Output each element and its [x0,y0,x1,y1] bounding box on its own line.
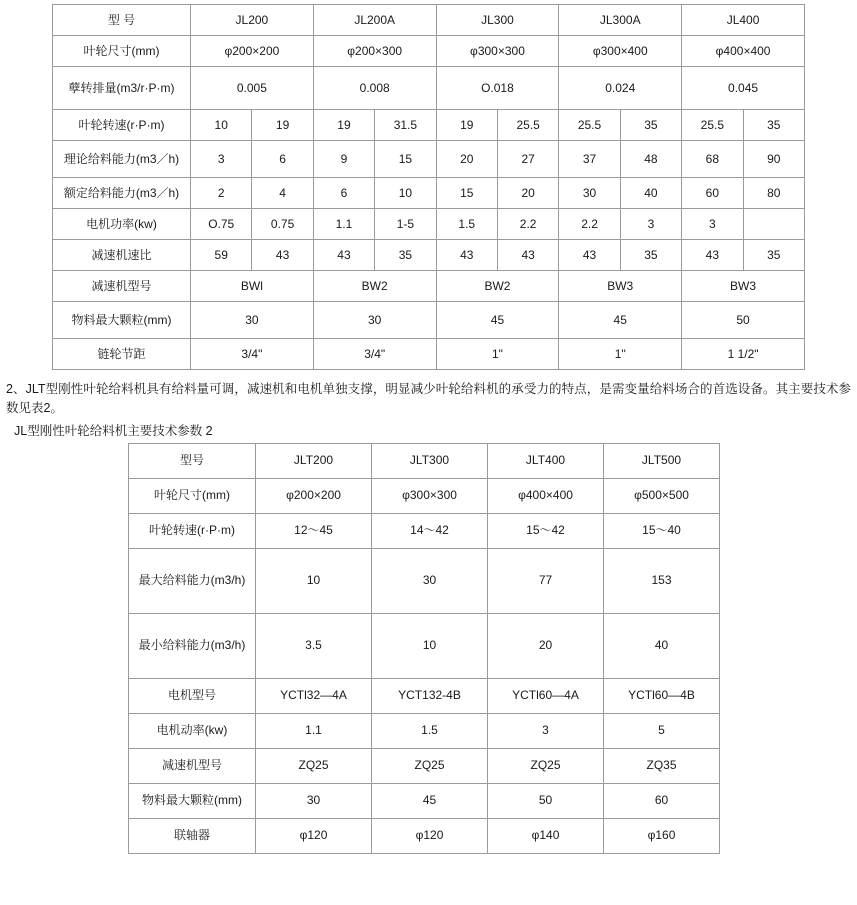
table-cell: 6 [252,141,313,178]
table-cell: 1.5 [436,209,497,240]
table-row [53,141,805,178]
table-cell: 1-5 [375,209,436,240]
table-cell: 10 [375,178,436,209]
table-row [129,613,720,678]
table-row [53,271,805,302]
table-cell: JLT500 [604,443,720,478]
table-row [53,36,805,67]
table-cell: φ300×300 [436,36,559,67]
table-cell: JL300A [559,5,682,36]
table-cell: 27 [497,141,558,178]
table-row [53,5,805,36]
row-label: 叶轮尺寸(mm) [53,36,191,67]
table-cell: ZQ25 [488,748,604,783]
table-row [53,302,805,339]
table-cell: 59 [191,240,252,271]
body-paragraph: 2、JLT型刚性叶轮给料机具有给料量可调，减速机和电机单独支撑，明显减少叶轮给料机的承受力的特点，是需变量给料场合的首选设备。其主要技术参数见表2。 [6,382,851,416]
table-cell: 5 [604,713,720,748]
table-cell: 25.5 [559,110,620,141]
document-page [0,4,857,854]
row-label: 链轮节距 [53,339,191,370]
table-cell: 3 [682,209,743,240]
table-cell: 25.5 [497,110,558,141]
table-row [53,67,805,110]
row-label: 孽转排量(m3/r·P·m) [53,67,191,110]
spec-table-2 [128,443,720,854]
table-cell: 0.75 [252,209,313,240]
table-cell: 15～40 [604,513,720,548]
table-cell: 60 [604,783,720,818]
table-row [53,110,805,141]
table-cell: BW2 [313,271,436,302]
table-row [129,478,720,513]
table-cell: 0.045 [682,67,805,110]
table-cell: 43 [313,240,374,271]
table-cell: 30 [256,783,372,818]
row-label: 减速机型号 [53,271,191,302]
row-label: 额定给料能力(m3／h) [53,178,191,209]
table-cell: φ140 [488,818,604,853]
table-cell: JL200A [313,5,436,36]
table-cell: 35 [743,110,804,141]
row-label: 减速机速比 [53,240,191,271]
row-label: 型 号 [53,5,191,36]
table-cell: 35 [743,240,804,271]
table-cell: YCTl32—4A [256,678,372,713]
spec-table-1 [52,4,805,370]
table-cell: 20 [488,613,604,678]
table-cell: JL400 [682,5,805,36]
row-label: 最小给料能力(m3/h) [129,613,256,678]
table-cell: YCT132-4B [372,678,488,713]
table-row [129,513,720,548]
table-cell: 10 [372,613,488,678]
table-cell: φ200×200 [191,36,314,67]
row-label: 电机动率(kw) [129,713,256,748]
table-cell: 1" [436,339,559,370]
table-cell: φ160 [604,818,720,853]
table-cell: 30 [372,548,488,613]
table-cell: 0.024 [559,67,682,110]
row-label: 减速机型号 [129,748,256,783]
table-cell: 50 [488,783,604,818]
spec-table-2-body [129,443,720,853]
table-cell: 43 [682,240,743,271]
table-cell: JL300 [436,5,559,36]
table-cell: 40 [604,613,720,678]
row-label: 理论给料能力(m3／h) [53,141,191,178]
table-cell: 68 [682,141,743,178]
table-cell: 3/4" [313,339,436,370]
table-cell: ZQ35 [604,748,720,783]
table-cell: 43 [436,240,497,271]
table-cell: 0.008 [313,67,436,110]
table-cell: YCTl60—4A [488,678,604,713]
table-cell: 3.5 [256,613,372,678]
table-cell: 1" [559,339,682,370]
row-label: 电机型号 [129,678,256,713]
table-cell: ZQ25 [372,748,488,783]
table-cell: 15 [436,178,497,209]
table-cell: 43 [559,240,620,271]
table-cell: 2.2 [559,209,620,240]
row-label: 电机功率(kw) [53,209,191,240]
table-cell: 14～42 [372,513,488,548]
table-cell: 0.005 [191,67,314,110]
table-cell: BW3 [682,271,805,302]
table-cell: 1.1 [313,209,374,240]
row-label: 物料最大颗粒(mm) [53,302,191,339]
table-cell: 30 [313,302,436,339]
table-cell: 1.1 [256,713,372,748]
table-cell: 15 [375,141,436,178]
table-cell: 45 [372,783,488,818]
table-cell: 35 [375,240,436,271]
table-cell: BWl [191,271,314,302]
table-cell: 90 [743,141,804,178]
table-cell: φ300×400 [559,36,682,67]
table-row [53,339,805,370]
table-cell: φ400×400 [682,36,805,67]
table-row [129,443,720,478]
table-row [129,748,720,783]
table-cell: φ500×500 [604,478,720,513]
table-cell: 35 [620,110,681,141]
table-cell: 10 [256,548,372,613]
row-label: 型号 [129,443,256,478]
table-cell: 30 [191,302,314,339]
table-row [129,678,720,713]
table-cell: 45 [436,302,559,339]
table-row [53,178,805,209]
table-cell: 77 [488,548,604,613]
table-row [53,240,805,271]
row-label: 叶轮转速(r·P·m) [53,110,191,141]
table-cell: 31.5 [375,110,436,141]
row-label: 联轴器 [129,818,256,853]
table-cell: φ120 [256,818,372,853]
spec-table-1-body [53,5,805,370]
table-cell: 3 [620,209,681,240]
table-cell: 2 [191,178,252,209]
table-cell: 25.5 [682,110,743,141]
table-cell: 9 [313,141,374,178]
table-cell: YCTl60—4B [604,678,720,713]
table-cell: 43 [497,240,558,271]
table-cell: 43 [252,240,313,271]
table-cell: 19 [436,110,497,141]
table-cell: φ120 [372,818,488,853]
table-cell: O.75 [191,209,252,240]
table-cell: 20 [436,141,497,178]
table-cell: JLT200 [256,443,372,478]
table-row [129,818,720,853]
table-cell [743,209,804,240]
table-cell: JL200 [191,5,314,36]
table-cell: 48 [620,141,681,178]
table-cell: 19 [252,110,313,141]
table-cell: BW2 [436,271,559,302]
table-row [129,548,720,613]
table-cell: 50 [682,302,805,339]
table-cell: 60 [682,178,743,209]
table-cell: 12～45 [256,513,372,548]
table-cell: φ300×300 [372,478,488,513]
table-cell: JLT400 [488,443,604,478]
table-row [129,783,720,818]
table-cell: φ400×400 [488,478,604,513]
table-row [53,209,805,240]
table-cell: 30 [559,178,620,209]
row-label: 最大给料能力(m3/h) [129,548,256,613]
table-cell: 40 [620,178,681,209]
table-cell: 10 [191,110,252,141]
row-label: 叶轮转速(r·P·m) [129,513,256,548]
row-label: 物料最大颗粒(mm) [129,783,256,818]
table-cell: JLT300 [372,443,488,478]
table-cell: 3 [191,141,252,178]
table-cell: 2.2 [497,209,558,240]
table-cell: 19 [313,110,374,141]
table-cell: 6 [313,178,374,209]
row-label: 叶轮尺寸(mm) [129,478,256,513]
table-cell: 20 [497,178,558,209]
table-cell: BW3 [559,271,682,302]
table-cell: 37 [559,141,620,178]
table-cell: O.018 [436,67,559,110]
table-cell: φ200×200 [256,478,372,513]
table-cell: 45 [559,302,682,339]
table-cell: 4 [252,178,313,209]
table-cell: ZQ25 [256,748,372,783]
table-cell: 153 [604,548,720,613]
table-cell: 15～42 [488,513,604,548]
table-cell: 3/4" [191,339,314,370]
table-cell: φ200×300 [313,36,436,67]
table-cell: 80 [743,178,804,209]
table-cell: 35 [620,240,681,271]
table-row [129,713,720,748]
table-2-caption: JL型刚性叶轮给料机主要技术参数 2 [14,423,213,438]
table-cell: 1 1/2" [682,339,805,370]
table-cell: 3 [488,713,604,748]
table-cell: 1.5 [372,713,488,748]
